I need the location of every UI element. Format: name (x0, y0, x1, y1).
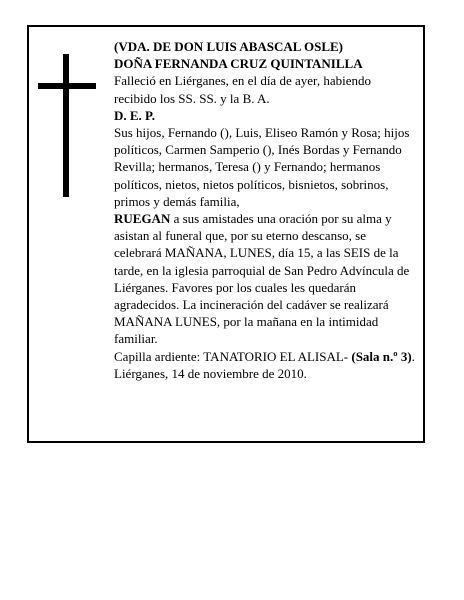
chapel-suffix: . (411, 348, 415, 364)
ruegan-body: a sus amistades una oración por su alma y asistan al funeral que, por su eterno descanso, se celebrará MAÑANA, LUNES, día 15, a las SEIS de la tarde, en la iglesia parroquial de San Pedro Advíncula de Liérganes. Favores por los cuales les quedarán agradecidos. La incineración del cadáver se realizará MAÑANA LUNES, por la mañana en la intimidad familiar. (114, 211, 410, 347)
obituary-text (114, 38, 416, 382)
cross-horizontal-bar (38, 83, 96, 89)
deceased-name: DOÑA FERNANDA CRUZ QUINTANILLA (114, 56, 363, 72)
chapel-line (114, 348, 416, 365)
cross-vertical-bar (63, 54, 69, 197)
chapel-prefix: Capilla ardiente: TANATORIO EL ALISAL- (114, 348, 352, 364)
ruegan-paragraph (114, 210, 416, 348)
chapel-room: (Sala n.º 3) (351, 348, 412, 364)
family-list: Sus hijos, Fernando (), Luis, Eliseo Ramón y Rosa; hijos políticos, Carmen Samperio (), Inés Bordas y Fernando Revilla; hermanos, Teresa () y Fernando; hermanos políticos, nietos, nietos políticos, bisnietos, sobrinos, primos y demás familia, (114, 125, 410, 209)
cross-icon (38, 54, 96, 197)
dep-line: D. E. P. (114, 107, 156, 123)
death-announcement: Falleció en Liérganes, en el día de ayer, habiendo recibido los SS. SS. y la B. A. (114, 73, 371, 106)
widow-line: (VDA. DE DON LUIS ABASCAL OSLE) (114, 39, 343, 54)
ruegan-label: RUEGAN (114, 211, 171, 227)
place-date: Liérganes, 14 de noviembre de 2010. (114, 365, 307, 381)
